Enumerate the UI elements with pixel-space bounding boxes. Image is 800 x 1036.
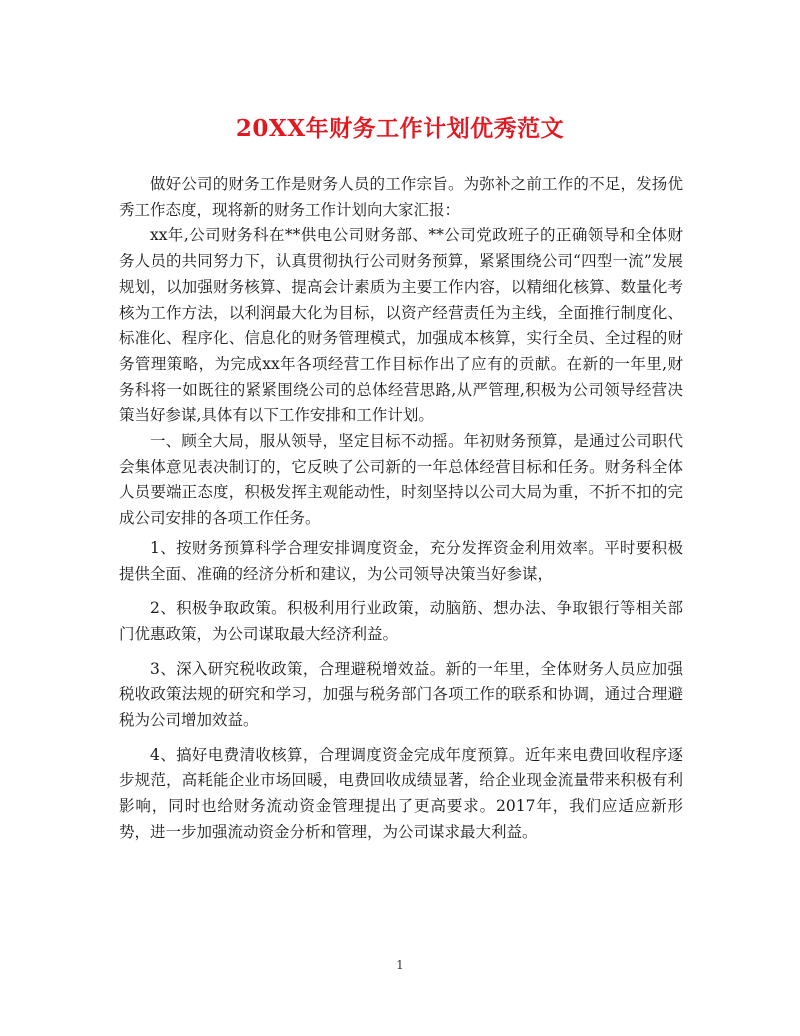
paragraph-item-1: 1、按财务预算科学合理安排调度资金，充分发挥资金利用效率。平时要积极提供全面、准确的经济分析和建议，为公司领导决策当好参谋，	[119, 538, 683, 583]
paragraph-overview: xx年,公司财务科在**供电公司财务部、**公司党政班子的正确领导和全体财务人员的共同努力下，认真贯彻执行公司财务预算，紧紧围绕公司“四型一流”发展规划，以加强财务核算、提高会计素质为主要工作内容，以精细化核算、数量化考核为工作方法，以利润最大化为目标，以资产经营责任为主线，全面推行制度化、标准化、程序化、信息化的财务管理模式，加强成本核算，实行全员、全过程的财务管理策略，为完成xx年各项经营工作目标作出了应有的贡献。在新的一年里,财务科将一如既往的紧紧围绕公司的总体经营思路,从严管理,积极为公司领导经营决策当好参谋,具体有以下工作安排和工作计划。	[119, 226, 683, 425]
document-body	[119, 172, 683, 846]
document-title: 20XX年财务工作计划优秀范文	[235, 115, 565, 142]
paragraph-item-4: 4、搞好电费清收核算，合理调度资金完成年度预算。近年来电费回收程序逐步规范，高耗能企业市场回暖，电费回收成绩显著，给企业现金流量带来积极有利影响，同时也给财务流动资金管理提出了更高要求。2017年，我们应适应新形势，进一步加强流动资金分析和管理，为公司谋求最大利益。	[119, 745, 683, 841]
paragraph-item-3: 3、深入研究税收政策，合理避税增效益。新的一年里，全体财务人员应加强税收政策法规的研究和学习，加强与税务部门各项工作的联系和协调，通过合理避税为公司增加效益。	[119, 659, 683, 730]
page-number: 1	[396, 958, 404, 972]
paragraph-section-1: 一、顾全大局，服从领导，坚定目标不动摇。年初财务预算，是通过公司职代会集体意见表决制订的，它反映了公司新的一年总体经营目标和任务。财务科全体人员要端正态度，积极发挥主观能动性，时刻坚持以公司大局为重，不折不扣的完成公司安排的各项工作任务。	[119, 432, 683, 528]
paragraph-intro: 做好公司的财务工作是财务人员的工作宗旨。为弥补之前工作的不足，发扬优秀工作态度，现将新的财务工作计划向大家汇报：	[119, 175, 683, 219]
paragraph-item-2: 2、积极争取政策。积极利用行业政策，动脑筋、想办法、争取银行等相关部门优惠政策，为公司谋取最大经济利益。	[119, 599, 683, 643]
